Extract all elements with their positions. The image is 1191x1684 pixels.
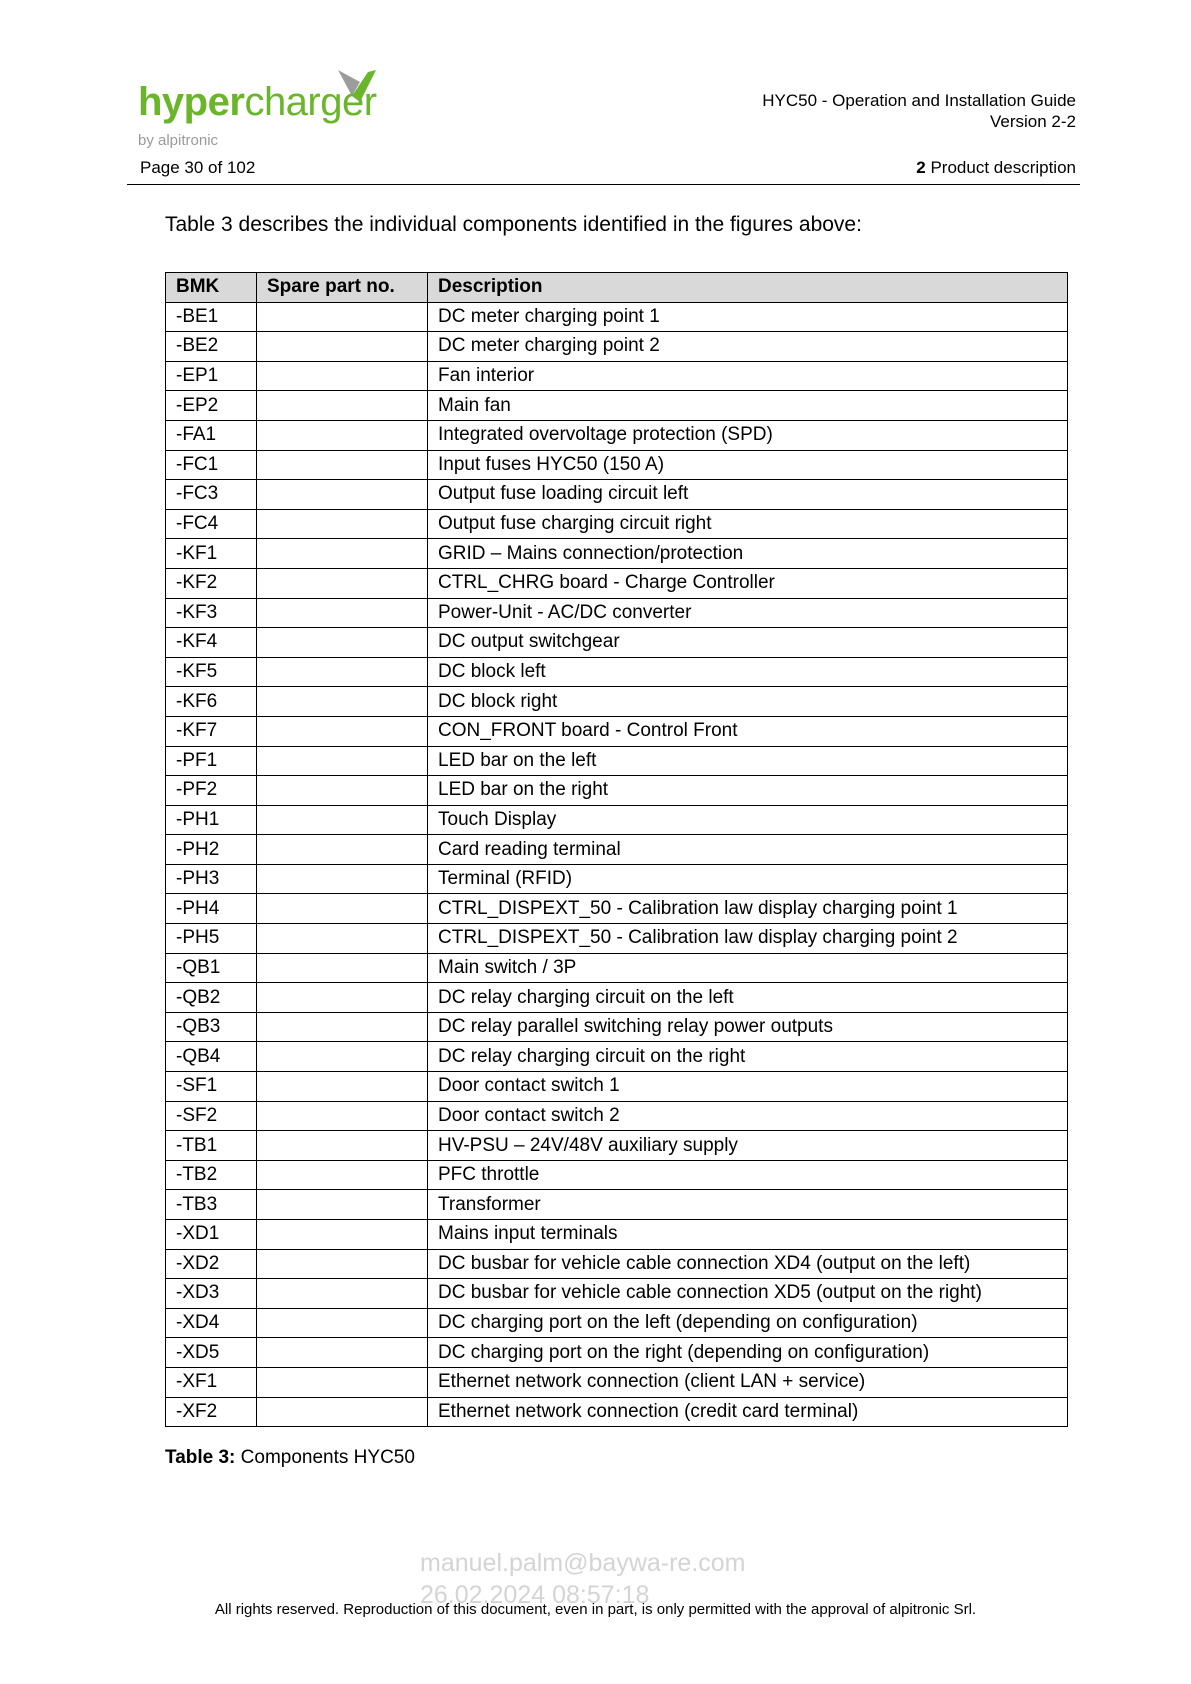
footer-copyright: All rights reserved. Reproduction of this document, even in part, is only permitted with the approval of alpitronic Srl.	[214, 1601, 977, 1618]
cell-spare-part	[257, 420, 428, 450]
cell-bmk: -QB4	[166, 1042, 257, 1072]
cell-spare-part	[257, 1160, 428, 1190]
cell-spare-part	[257, 598, 428, 628]
column-header-bmk: BMK	[166, 273, 257, 303]
cell-bmk: -BE2	[166, 332, 257, 362]
cell-description: Card reading terminal	[428, 835, 1068, 865]
cell-spare-part	[257, 1338, 428, 1368]
cell-description: DC charging port on the left (depending on configuration)	[428, 1308, 1068, 1338]
cell-spare-part	[257, 835, 428, 865]
document-header	[762, 90, 1076, 132]
cell-bmk: -PF1	[166, 746, 257, 776]
table-row	[166, 1160, 1068, 1190]
cell-bmk: -FC3	[166, 480, 257, 510]
cell-description: CTRL_CHRG board - Charge Controller	[428, 568, 1068, 598]
cell-bmk: -KF5	[166, 657, 257, 687]
cell-description: CTRL_DISPEXT_50 - Calibration law display charging point 1	[428, 894, 1068, 924]
cell-bmk: -PH3	[166, 864, 257, 894]
table-row	[166, 1012, 1068, 1042]
cell-description: DC charging port on the right (depending on configuration)	[428, 1338, 1068, 1368]
cell-description: LED bar on the right	[428, 776, 1068, 806]
table-row	[166, 805, 1068, 835]
cell-description: Main switch / 3P	[428, 953, 1068, 983]
table-row	[166, 450, 1068, 480]
table-row	[166, 480, 1068, 510]
table-row	[166, 332, 1068, 362]
table-row	[166, 716, 1068, 746]
hypercharger-logo	[138, 68, 388, 153]
cell-bmk: -XD3	[166, 1279, 257, 1309]
cell-description: Output fuse charging circuit right	[428, 509, 1068, 539]
cell-bmk: -XD5	[166, 1338, 257, 1368]
cell-description: Main fan	[428, 391, 1068, 421]
cell-spare-part	[257, 628, 428, 658]
cell-spare-part	[257, 1190, 428, 1220]
table-row	[166, 1220, 1068, 1250]
cell-bmk: -KF7	[166, 716, 257, 746]
cell-spare-part	[257, 805, 428, 835]
cell-bmk: -QB1	[166, 953, 257, 983]
cell-spare-part	[257, 1042, 428, 1072]
table-row	[166, 657, 1068, 687]
table-row	[166, 953, 1068, 983]
cell-spare-part	[257, 391, 428, 421]
cell-description: Ethernet network connection (client LAN + service)	[428, 1367, 1068, 1397]
cell-description: DC meter charging point 1	[428, 302, 1068, 332]
cell-description: DC busbar for vehicle cable connection XD5 (output on the right)	[428, 1279, 1068, 1309]
cell-bmk: -FC4	[166, 509, 257, 539]
cell-bmk: -XF1	[166, 1367, 257, 1397]
cell-spare-part	[257, 568, 428, 598]
table-row	[166, 509, 1068, 539]
cell-spare-part	[257, 1308, 428, 1338]
cell-description: DC relay charging circuit on the left	[428, 983, 1068, 1013]
cell-spare-part	[257, 1131, 428, 1161]
cell-spare-part	[257, 657, 428, 687]
table-header-row	[166, 273, 1068, 303]
cell-bmk: -PH4	[166, 894, 257, 924]
cell-bmk: -PH2	[166, 835, 257, 865]
cell-description: DC block right	[428, 687, 1068, 717]
cell-spare-part	[257, 1397, 428, 1427]
column-header-description: Description	[428, 273, 1068, 303]
cell-spare-part	[257, 716, 428, 746]
section-number: 2	[916, 158, 926, 177]
cell-description: CTRL_DISPEXT_50 - Calibration law display charging point 2	[428, 924, 1068, 954]
cell-bmk: -KF3	[166, 598, 257, 628]
caption-label: Table 3:	[165, 1447, 236, 1468]
caption-text: Components HYC50	[235, 1447, 415, 1468]
cell-spare-part	[257, 1012, 428, 1042]
cell-spare-part	[257, 953, 428, 983]
logo-wordmark: hypercharger	[138, 80, 377, 124]
cell-description: Power-Unit - AC/DC converter	[428, 598, 1068, 628]
cell-description: DC relay parallel switching relay power outputs	[428, 1012, 1068, 1042]
table-row	[166, 983, 1068, 1013]
cell-description: LED bar on the left	[428, 746, 1068, 776]
cell-description: DC relay charging circuit on the right	[428, 1042, 1068, 1072]
cell-description: DC output switchgear	[428, 628, 1068, 658]
cell-description: Terminal (RFID)	[428, 864, 1068, 894]
table-row	[166, 1367, 1068, 1397]
cell-spare-part	[257, 1101, 428, 1131]
cell-spare-part	[257, 450, 428, 480]
cell-bmk: -PH1	[166, 805, 257, 835]
cell-spare-part	[257, 509, 428, 539]
watermark-timestamp: 26.02.2024 08:57:18	[420, 1581, 650, 1609]
cell-spare-part	[257, 302, 428, 332]
table-row	[166, 361, 1068, 391]
table-row	[166, 568, 1068, 598]
cell-bmk: -TB2	[166, 1160, 257, 1190]
cell-bmk: -FC1	[166, 450, 257, 480]
logo-subtitle: by alpitronic	[138, 132, 219, 149]
cell-bmk: -TB3	[166, 1190, 257, 1220]
table-row	[166, 1338, 1068, 1368]
cell-description: DC block left	[428, 657, 1068, 687]
table-row	[166, 894, 1068, 924]
cell-description: Output fuse loading circuit left	[428, 480, 1068, 510]
cell-spare-part	[257, 776, 428, 806]
cell-description: Fan interior	[428, 361, 1068, 391]
cell-bmk: -XF2	[166, 1397, 257, 1427]
table-row	[166, 864, 1068, 894]
table-row	[166, 628, 1068, 658]
section-title: Product description	[930, 158, 1076, 177]
cell-description: Door contact switch 1	[428, 1072, 1068, 1102]
cell-spare-part	[257, 983, 428, 1013]
cell-bmk: -XD2	[166, 1249, 257, 1279]
cell-spare-part	[257, 1279, 428, 1309]
table-row	[166, 420, 1068, 450]
cell-description: Integrated overvoltage protection (SPD)	[428, 420, 1068, 450]
cell-description: DC meter charging point 2	[428, 332, 1068, 362]
table-row	[166, 1190, 1068, 1220]
cell-spare-part	[257, 332, 428, 362]
intro-paragraph: Table 3 describes the individual components identified in the figures above:	[165, 213, 862, 236]
cell-bmk: -FA1	[166, 420, 257, 450]
cell-description: Door contact switch 2	[428, 1101, 1068, 1131]
table-row	[166, 598, 1068, 628]
cell-bmk: -PH5	[166, 924, 257, 954]
header-divider	[127, 184, 1080, 185]
cell-description: Mains input terminals	[428, 1220, 1068, 1250]
cell-bmk: -EP2	[166, 391, 257, 421]
cell-spare-part	[257, 1220, 428, 1250]
cell-bmk: -SF2	[166, 1101, 257, 1131]
column-header-spare-part: Spare part no.	[257, 273, 428, 303]
table-row	[166, 835, 1068, 865]
table-row	[166, 1279, 1068, 1309]
cell-spare-part	[257, 746, 428, 776]
cell-spare-part	[257, 894, 428, 924]
table-row	[166, 1131, 1068, 1161]
cell-bmk: -PF2	[166, 776, 257, 806]
cell-bmk: -BE1	[166, 302, 257, 332]
cell-spare-part	[257, 1367, 428, 1397]
cell-description: Transformer	[428, 1190, 1068, 1220]
cell-bmk: -TB1	[166, 1131, 257, 1161]
cell-description: GRID – Mains connection/protection	[428, 539, 1068, 569]
page-number: Page 30 of 102	[140, 158, 256, 177]
document-title: HYC50 - Operation and Installation Guide	[762, 91, 1076, 110]
cell-spare-part	[257, 539, 428, 569]
cell-spare-part	[257, 480, 428, 510]
table-row	[166, 539, 1068, 569]
table-row	[166, 1249, 1068, 1279]
cell-description: Ethernet network connection (credit card terminal)	[428, 1397, 1068, 1427]
cell-description: CON_FRONT board - Control Front	[428, 716, 1068, 746]
watermark-email: manuel.palm@baywa-re.com	[420, 1549, 746, 1577]
table-row	[166, 1101, 1068, 1131]
table-row	[166, 1397, 1068, 1427]
table-row	[166, 746, 1068, 776]
cell-spare-part	[257, 864, 428, 894]
document-version: Version 2-2	[990, 112, 1076, 131]
cell-bmk: -XD4	[166, 1308, 257, 1338]
cell-description: PFC throttle	[428, 1160, 1068, 1190]
cell-bmk: -KF1	[166, 539, 257, 569]
table-row	[166, 302, 1068, 332]
cell-bmk: -XD1	[166, 1220, 257, 1250]
cell-bmk: -KF4	[166, 628, 257, 658]
table-row	[166, 1072, 1068, 1102]
cell-spare-part	[257, 1249, 428, 1279]
table-row	[166, 776, 1068, 806]
components-table	[165, 272, 1068, 1427]
cell-spare-part	[257, 361, 428, 391]
cell-bmk: -QB3	[166, 1012, 257, 1042]
cell-spare-part	[257, 924, 428, 954]
cell-bmk: -EP1	[166, 361, 257, 391]
cell-bmk: -QB2	[166, 983, 257, 1013]
cell-description: DC busbar for vehicle cable connection XD4 (output on the left)	[428, 1249, 1068, 1279]
table-caption	[165, 1447, 415, 1469]
cell-spare-part	[257, 687, 428, 717]
cell-description: HV-PSU – 24V/48V auxiliary supply	[428, 1131, 1068, 1161]
table-row	[166, 391, 1068, 421]
cell-bmk: -KF6	[166, 687, 257, 717]
cell-spare-part	[257, 1072, 428, 1102]
cell-description: Input fuses HYC50 (150 A)	[428, 450, 1068, 480]
table-row	[166, 924, 1068, 954]
cell-bmk: -KF2	[166, 568, 257, 598]
table-row	[166, 1308, 1068, 1338]
cell-description: Touch Display	[428, 805, 1068, 835]
cell-bmk: -SF1	[166, 1072, 257, 1102]
table-row	[166, 687, 1068, 717]
table-row	[166, 1042, 1068, 1072]
section-heading	[916, 158, 1076, 178]
